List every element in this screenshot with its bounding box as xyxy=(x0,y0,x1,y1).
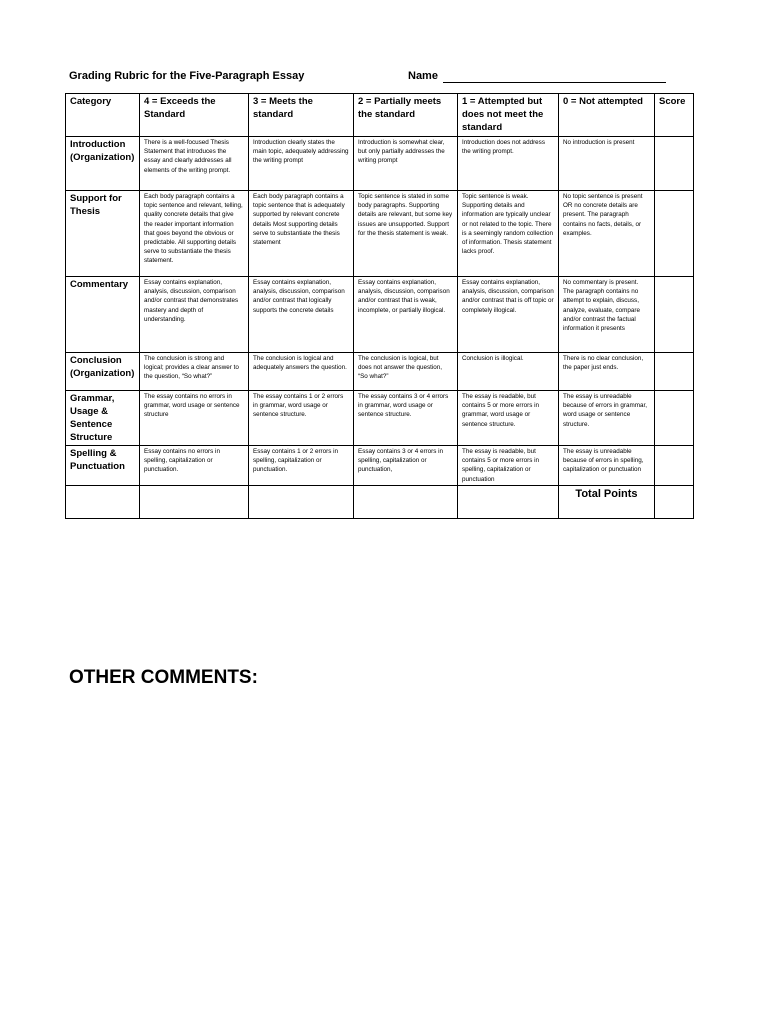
document-title: Grading Rubric for the Five-Paragraph Essay xyxy=(69,70,305,82)
rubric-row-grammar xyxy=(66,391,694,446)
criteria-cell: Topic sentence is stated in some body paragraphs. Supporting details are relevant, but some key issues are unsupported. Support for the thesis statement is weak. xyxy=(354,191,458,277)
score-cell[interactable] xyxy=(655,353,694,391)
criteria-cell: Essay contains explanation, analysis, discussion, comparison and/or contrast that is weak, incomplete, or partially illogical. xyxy=(354,277,458,353)
rubric-row-support xyxy=(66,191,694,277)
header-row xyxy=(66,94,694,137)
criteria-cell: The essay contains 1 or 2 errors in grammar, word usage or sentence structure. xyxy=(249,391,354,446)
header-category: Category xyxy=(66,94,140,137)
category-cell: Introduction (Organization) xyxy=(66,137,140,191)
name-field-line[interactable] xyxy=(443,82,666,83)
empty-cell xyxy=(458,485,559,518)
empty-cell xyxy=(354,485,458,518)
rubric-row-introduction xyxy=(66,137,694,191)
criteria-cell: No commentary is present. The paragraph contains no attempt to explain, discuss, analyze, evaluate, compare and/or contrast the factual information it presents xyxy=(559,277,655,353)
criteria-cell: The essay is readable, but contains 5 or more errors in grammar, word usage or sentence structure. xyxy=(458,391,559,446)
rubric-row-spelling xyxy=(66,446,694,486)
criteria-cell: The conclusion is logical, but does not answer the question, “So what?” xyxy=(354,353,458,391)
category-cell: Support for Thesis xyxy=(66,191,140,277)
criteria-cell: Topic sentence is weak. Supporting details and information are typically unclear or not related to the topic. There is a seemingly random collection of information. Thesis statement lacks proof. xyxy=(458,191,559,277)
score-cell[interactable] xyxy=(655,446,694,486)
criteria-cell: Essay contains no errors in spelling, capitalization or punctuation. xyxy=(140,446,249,486)
criteria-cell: There is no clear conclusion, the paper just ends. xyxy=(559,353,655,391)
criteria-cell: Introduction clearly states the main topic, adequately addressing the writing prompt xyxy=(249,137,354,191)
criteria-cell: Essay contains 1 or 2 errors in spelling, capitalization or punctuation. xyxy=(249,446,354,486)
criteria-cell: The essay contains 3 or 4 errors in grammar, word usage or sentence structure. xyxy=(354,391,458,446)
header-level-0: 0 = Not attempted xyxy=(559,94,655,137)
criteria-cell: Conclusion is illogical. xyxy=(458,353,559,391)
criteria-cell: No introduction is present xyxy=(559,137,655,191)
name-label: Name xyxy=(408,70,438,82)
criteria-cell: Introduction is somewhat clear, but only partially addresses the writing prompt xyxy=(354,137,458,191)
score-cell[interactable] xyxy=(655,391,694,446)
criteria-cell: The conclusion is strong and logical; provides a clear answer to the question, “So what?” xyxy=(140,353,249,391)
category-cell: Commentary xyxy=(66,277,140,353)
header-level-1: 1 = Attempted but does not meet the standard xyxy=(458,94,559,137)
criteria-cell: The conclusion is logical and adequately answers the question. xyxy=(249,353,354,391)
total-score-cell[interactable] xyxy=(655,485,694,518)
criteria-cell: Each body paragraph contains a topic sentence and relevant, telling, quality concrete details that give the reader important information that goes beyond the obvious or predictable. All supporting details serve to substantiate the thesis statement. xyxy=(140,191,249,277)
criteria-cell: Essay contains explanation, analysis, discussion, comparison and/or contrast that is off topic or completely illogical. xyxy=(458,277,559,353)
other-comments-heading: OTHER COMMENTS: xyxy=(69,667,258,688)
header-level-4: 4 = Exceeds the Standard xyxy=(140,94,249,137)
rubric-row-commentary xyxy=(66,277,694,353)
empty-cell xyxy=(66,485,140,518)
criteria-cell: Essay contains explanation, analysis, discussion, comparison and/or contrast that demonstrates mastery and depth of understanding. xyxy=(140,277,249,353)
header-score: Score xyxy=(655,94,694,137)
total-points-label: Total Points xyxy=(559,485,655,518)
header-level-3: 3 = Meets the standard xyxy=(249,94,354,137)
criteria-cell: Essay contains explanation, analysis, discussion, comparison and/or contrast that logically supports the concrete details xyxy=(249,277,354,353)
criteria-cell: The essay contains no errors in grammar, word usage or sentence structure xyxy=(140,391,249,446)
criteria-cell: There is a well-focused Thesis Statement that introduces the essay and clearly addresses all elements of the writing prompt. xyxy=(140,137,249,191)
criteria-cell: The essay is unreadable because of errors in grammar, word usage or sentence structure. xyxy=(559,391,655,446)
category-cell: Grammar, Usage & Sentence Structure xyxy=(66,391,140,446)
criteria-cell: Essay contains 3 or 4 errors in spelling, capitalization or punctuation, xyxy=(354,446,458,486)
category-cell: Conclusion (Organization) xyxy=(66,353,140,391)
criteria-cell: Introduction does not address the writing prompt. xyxy=(458,137,559,191)
score-cell[interactable] xyxy=(655,137,694,191)
empty-cell xyxy=(249,485,354,518)
rubric-table xyxy=(65,93,694,519)
empty-cell xyxy=(140,485,249,518)
category-cell: Spelling & Punctuation xyxy=(66,446,140,486)
criteria-cell: Each body paragraph contains a topic sentence that is adequately supported by relevant concrete details Most supporting details serve to substantiate the thesis statement xyxy=(249,191,354,277)
criteria-cell: No topic sentence is present OR no concrete details are present. The paragraph contains no facts, details, or examples. xyxy=(559,191,655,277)
score-cell[interactable] xyxy=(655,191,694,277)
criteria-cell: The essay is unreadable because of errors in spelling, capitalization or punctuation xyxy=(559,446,655,486)
score-cell[interactable] xyxy=(655,277,694,353)
document-header xyxy=(69,70,709,88)
criteria-cell: The essay is readable, but contains 5 or more errors in spelling, capitalization or punctuation xyxy=(458,446,559,486)
header-level-2: 2 = Partially meets the standard xyxy=(354,94,458,137)
rubric-row-conclusion xyxy=(66,353,694,391)
total-row xyxy=(66,485,694,518)
